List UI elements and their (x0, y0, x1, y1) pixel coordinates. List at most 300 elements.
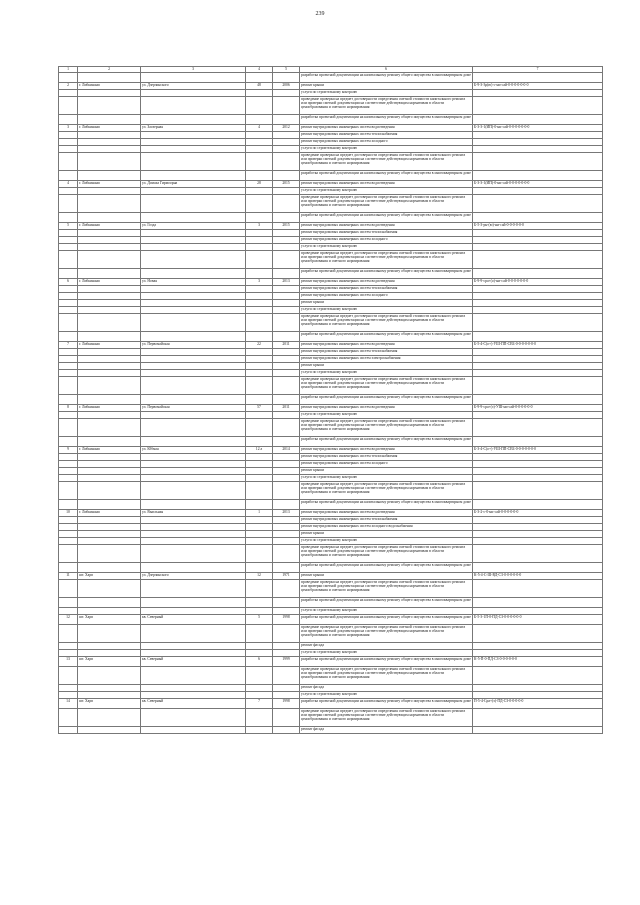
cell-num: 4 (246, 125, 273, 132)
cell-no (59, 90, 78, 97)
cell-street (141, 363, 246, 370)
cell-num (246, 188, 273, 195)
work-row (59, 643, 603, 650)
cell-num: 1 (246, 510, 273, 517)
cell-street (141, 412, 246, 419)
cell-street (141, 709, 246, 727)
work-row (59, 349, 603, 356)
cell-city: г. Либкинани (78, 279, 141, 286)
cell-city (78, 332, 141, 342)
cell-no (59, 461, 78, 468)
cell-city (78, 73, 141, 83)
cell-num: 6 (246, 657, 273, 667)
cell-no: 9 (59, 447, 78, 454)
cell-code (473, 293, 603, 300)
cell-no (59, 171, 78, 181)
cell-no: 2 (59, 83, 78, 90)
cell-year: 1971 (273, 573, 300, 580)
cell-street (141, 153, 246, 171)
cell-work-type: разработка проектной документации на капитальному ремонту общего имущества в многоквартирном доме (300, 332, 473, 342)
cell-code (473, 370, 603, 377)
cell-no (59, 437, 78, 447)
cell-work-type: ремонт внутридомовых инженерных систем теплоснабжения (300, 230, 473, 237)
cell-street: ул. Новая (141, 279, 246, 286)
cell-street (141, 625, 246, 643)
cell-no (59, 727, 78, 734)
cell-code (473, 454, 603, 461)
cell-work-type: проведение проверки на предмет достоверности определения сметной стоимости капитального ремонта или проверки сметной документации на соответствие действующим нормативам в области ценообразования и сметного нормирования (300, 625, 473, 643)
work-row (59, 709, 603, 727)
cell-no (59, 286, 78, 293)
cell-street: ул. Дзерзинского (141, 573, 246, 580)
page-number: 239 (315, 11, 325, 17)
cell-city (78, 563, 141, 573)
cell-year (273, 251, 300, 269)
cell-street: ул. Гоэда (141, 223, 246, 230)
cell-code (473, 580, 603, 598)
cell-code: Б-9-3-3р(ю)-с-ни-сай-0-0-0-0-0-0-0 (473, 83, 603, 90)
cell-code (473, 667, 603, 685)
cell-street (141, 500, 246, 510)
cell-work-type: ремонт внутридомовых инженерных систем электроснабжения (300, 356, 473, 363)
work-row (59, 363, 603, 370)
cell-num (246, 349, 273, 356)
cell-num (246, 314, 273, 332)
cell-city (78, 115, 141, 125)
cell-city (78, 709, 141, 727)
cell-no (59, 195, 78, 213)
cell-num (246, 90, 273, 97)
cell-num (246, 608, 273, 615)
cell-street (141, 171, 246, 181)
cell-work-type: разработка проектной документации на капитальному ремонту общего имущества в многоквартирном доме (300, 500, 473, 510)
cell-street (141, 132, 246, 139)
cell-code: Б-5-3-рн-(ю)-ни-сай-0-0-0-0-0-0 (473, 223, 603, 230)
cell-street (141, 286, 246, 293)
cell-city (78, 97, 141, 115)
cell-no (59, 213, 78, 223)
cell-num: 57 (246, 405, 273, 412)
cell-year (273, 437, 300, 447)
work-row (59, 395, 603, 405)
cell-num: 12 а (246, 447, 273, 454)
cell-work-type: ремонт внутридомовых инженерных систем теплоснабжения (300, 349, 473, 356)
cell-year: 2012 (273, 125, 300, 132)
cell-work-type: ремонт внутридомовых инженерных систем водоотведения (300, 510, 473, 517)
cell-no (59, 139, 78, 146)
cell-work-type: ремонт внутридомовых инженерных систем теплоснабжения (300, 517, 473, 524)
cell-year: 2011 (273, 405, 300, 412)
cell-year (273, 307, 300, 314)
work-row (59, 307, 603, 314)
house-row (59, 657, 603, 667)
work-row (59, 685, 603, 692)
cell-num: 48 (246, 83, 273, 90)
cell-year (273, 188, 300, 195)
cell-street (141, 300, 246, 307)
cell-num (246, 213, 273, 223)
cell-num (246, 293, 273, 300)
cell-num (246, 195, 273, 213)
cell-code: П-5-4-Сра+(э)-ПД-СЗ-0-0-0-0-0 (473, 699, 603, 709)
cell-year (273, 563, 300, 573)
work-row (59, 468, 603, 475)
cell-work-type: ремонт внутридомовых инженерных систем холодного (300, 237, 473, 244)
cell-no (59, 307, 78, 314)
cell-street (141, 419, 246, 437)
cell-code (473, 146, 603, 153)
work-row (59, 437, 603, 447)
cell-code (473, 468, 603, 475)
house-row (59, 83, 603, 90)
cell-no: 14 (59, 699, 78, 709)
cell-year: 2015 (273, 223, 300, 230)
cell-work-type: услуги по строительному контролю (300, 244, 473, 251)
cell-num (246, 237, 273, 244)
cell-year (273, 685, 300, 692)
cell-year (273, 643, 300, 650)
cell-code: К-5-4-С-Ш-ВД-СЗ-0-0-0-0-0-0 (473, 573, 603, 580)
cell-code (473, 685, 603, 692)
cell-work-type: разработка проектной документации на капитальному ремонту общего имущества в многоквартирном доме (300, 73, 473, 83)
cell-code (473, 171, 603, 181)
cell-code (473, 650, 603, 657)
header-cell: 1 (59, 67, 78, 73)
cell-work-type: проведение проверки на предмет достоверности определения сметной стоимости капитального ремонта или проверки сметной документации на соответствие действующим нормативам в области ценообразования и сметного нормирования (300, 667, 473, 685)
cell-street: ул. Первомайская (141, 342, 246, 349)
cell-no (59, 475, 78, 482)
cell-num (246, 545, 273, 563)
cell-code (473, 307, 603, 314)
cell-street (141, 115, 246, 125)
cell-city (78, 475, 141, 482)
cell-year (273, 625, 300, 643)
cell-city: г. Либкинани (78, 223, 141, 230)
work-row (59, 524, 603, 531)
cell-work-type: услуги по строительному контролю (300, 188, 473, 195)
cell-code: К-5-П-0-ПД-СЗ-0-0-0-0-0-0 (473, 657, 603, 667)
cell-code: Б-3-4-С(о+)-УШ-ПП-СЕБ-0-0-0-0-0-0-0 (473, 447, 603, 454)
cell-city (78, 727, 141, 734)
cell-work-type: разработка проектной документации на капитальному ремонту общего имущества в многоквартирном доме (300, 115, 473, 125)
cell-year (273, 419, 300, 437)
cell-code: Б-9-9-сра+(о)-ни-сай-0-0-0-0-0-0-0 (473, 279, 603, 286)
cell-code (473, 269, 603, 279)
cell-code: Б-5-3-1П-0-ПД-СЗ-0-0-0-0-0-0 (473, 615, 603, 625)
cell-year (273, 139, 300, 146)
cell-no: 12 (59, 615, 78, 625)
work-row (59, 73, 603, 83)
cell-code (473, 412, 603, 419)
cell-num (246, 563, 273, 573)
work-row (59, 563, 603, 573)
work-row (59, 608, 603, 615)
cell-no (59, 230, 78, 237)
cell-no (59, 377, 78, 395)
cell-num (246, 468, 273, 475)
cell-num (246, 482, 273, 500)
cell-code (473, 625, 603, 643)
cell-num (246, 475, 273, 482)
cell-street (141, 356, 246, 363)
cell-city (78, 419, 141, 437)
cell-year (273, 475, 300, 482)
cell-street (141, 538, 246, 545)
cell-street (141, 685, 246, 692)
house-row (59, 181, 603, 188)
cell-street (141, 146, 246, 153)
cell-street (141, 332, 246, 342)
work-row (59, 419, 603, 437)
cell-code (473, 598, 603, 608)
cell-work-type: разработка проектной документации на капитальному ремонту общего имущества в многоквартирном доме (300, 657, 473, 667)
cell-num (246, 230, 273, 237)
cell-street (141, 667, 246, 685)
work-row (59, 598, 603, 608)
cell-work-type: ремонт крыши (300, 468, 473, 475)
cell-city (78, 153, 141, 171)
work-row (59, 412, 603, 419)
cell-code (473, 563, 603, 573)
cell-no (59, 650, 78, 657)
cell-year (273, 363, 300, 370)
cell-code (473, 188, 603, 195)
work-row (59, 132, 603, 139)
cell-work-type: ремонт внутридомовых инженерных систем водоотведения (300, 279, 473, 286)
work-row (59, 377, 603, 395)
cell-code (473, 395, 603, 405)
cell-year (273, 608, 300, 615)
cell-no: 3 (59, 125, 78, 132)
cell-city: г. Либкинани (78, 125, 141, 132)
cell-num: 28 (246, 181, 273, 188)
cell-street: ул. Выпльная (141, 510, 246, 517)
cell-city (78, 377, 141, 395)
cell-no (59, 625, 78, 643)
cell-city (78, 307, 141, 314)
cell-work-type: ремонт внутридомовых инженерных систем холодного водоснабжения (300, 524, 473, 531)
cell-city (78, 531, 141, 538)
cell-work-type: ремонт внутридомовых инженерных систем водоотведения (300, 447, 473, 454)
cell-city (78, 251, 141, 269)
cell-street (141, 244, 246, 251)
cell-work-type: услуги по строительному контролю (300, 370, 473, 377)
cell-no (59, 314, 78, 332)
cell-num (246, 727, 273, 734)
work-row (59, 475, 603, 482)
cell-year (273, 412, 300, 419)
cell-city (78, 598, 141, 608)
cell-year (273, 314, 300, 332)
cell-year (273, 482, 300, 500)
cell-street (141, 188, 246, 195)
cell-year (273, 370, 300, 377)
cell-year (273, 244, 300, 251)
cell-city (78, 625, 141, 643)
cell-code (473, 709, 603, 727)
cell-work-type: ремонт внутридомовых инженерных систем водоотведения (300, 223, 473, 230)
cell-code (473, 524, 603, 531)
cell-num: 3 (246, 223, 273, 230)
cell-no (59, 643, 78, 650)
cell-city: шт. Харп (78, 699, 141, 709)
cell-num (246, 286, 273, 293)
work-row (59, 370, 603, 377)
cell-code (473, 356, 603, 363)
cell-street (141, 608, 246, 615)
cell-year (273, 349, 300, 356)
cell-code (473, 608, 603, 615)
cell-year (273, 395, 300, 405)
work-row (59, 580, 603, 598)
work-row (59, 90, 603, 97)
cell-num (246, 598, 273, 608)
cell-street (141, 251, 246, 269)
cell-street (141, 475, 246, 482)
cell-street (141, 524, 246, 531)
cell-street (141, 580, 246, 598)
cell-city: г. Либкинани (78, 447, 141, 454)
cell-city (78, 146, 141, 153)
cell-no (59, 115, 78, 125)
cell-street (141, 643, 246, 650)
cell-no: 11 (59, 573, 78, 580)
cell-year (273, 90, 300, 97)
cell-year: 2015 (273, 181, 300, 188)
work-row (59, 115, 603, 125)
cell-year (273, 524, 300, 531)
cell-city: шт. Харп (78, 615, 141, 625)
cell-street (141, 395, 246, 405)
cell-work-type: ремонт внутридомовых инженерных систем водоотведения (300, 181, 473, 188)
cell-num (246, 692, 273, 699)
work-row (59, 461, 603, 468)
cell-work-type: услуги по строительному контролю (300, 608, 473, 615)
cell-city (78, 293, 141, 300)
cell-no (59, 608, 78, 615)
cell-year (273, 356, 300, 363)
cell-city: г. Либкинани (78, 181, 141, 188)
cell-street (141, 307, 246, 314)
cell-num (246, 73, 273, 83)
cell-code (473, 482, 603, 500)
cell-no (59, 363, 78, 370)
cell-num (246, 332, 273, 342)
cell-city (78, 437, 141, 447)
cell-no (59, 538, 78, 545)
cell-city (78, 461, 141, 468)
cell-city (78, 608, 141, 615)
cell-no (59, 412, 78, 419)
cell-city (78, 685, 141, 692)
cell-street: ул. Домаха Гирмоорна (141, 181, 246, 188)
cell-code (473, 377, 603, 395)
cell-code (473, 251, 603, 269)
cell-no (59, 332, 78, 342)
work-row (59, 500, 603, 510)
cell-no (59, 517, 78, 524)
cell-no (59, 132, 78, 139)
cell-city (78, 667, 141, 685)
cell-street: ул. Юбмая (141, 447, 246, 454)
capital-repair-table (58, 66, 603, 734)
cell-no (59, 545, 78, 563)
cell-work-type: разработка проектной документации на капитальному ремонту общего имущества в многоквартирном доме (300, 395, 473, 405)
cell-city (78, 412, 141, 419)
cell-num (246, 146, 273, 153)
cell-street (141, 545, 246, 563)
cell-work-type: ремонт крыши (300, 531, 473, 538)
house-row (59, 699, 603, 709)
cell-city (78, 650, 141, 657)
cell-num (246, 419, 273, 437)
cell-work-type: ремонт внутридомовых инженерных систем теплоснабжения (300, 132, 473, 139)
work-row (59, 517, 603, 524)
cell-num (246, 454, 273, 461)
work-row (59, 314, 603, 332)
house-row (59, 615, 603, 625)
cell-city (78, 545, 141, 563)
cell-num (246, 269, 273, 279)
cell-code: Б-3-2-с-0-ни-сай-0-0-0-0-0-0 (473, 510, 603, 517)
cell-year (273, 300, 300, 307)
cell-street (141, 563, 246, 573)
cell-city (78, 538, 141, 545)
cell-city: г. Либкинани (78, 405, 141, 412)
cell-code: Б-5-4-С(о+)-УШ-ПП-СЕБ-0-0-0-0-0-0-0 (473, 342, 603, 349)
cell-street (141, 139, 246, 146)
cell-street: ул. Первомайская (141, 405, 246, 412)
cell-year (273, 213, 300, 223)
work-row (59, 293, 603, 300)
cell-num: 5 (246, 615, 273, 625)
cell-city (78, 314, 141, 332)
cell-city: г. Либкинани (78, 342, 141, 349)
cell-work-type: разработка проектной документации на капитальному ремонту общего имущества в многоквартирном доме (300, 598, 473, 608)
cell-no (59, 97, 78, 115)
cell-no: 10 (59, 510, 78, 517)
cell-work-type: разработка проектной документации на капитальному ремонту общего имущества в многоквартирном доме (300, 437, 473, 447)
cell-num (246, 395, 273, 405)
cell-street (141, 314, 246, 332)
cell-num (246, 517, 273, 524)
cell-work-type: ремонт внутридомовых инженерных систем водоотведения (300, 405, 473, 412)
cell-city (78, 643, 141, 650)
cell-code (473, 545, 603, 563)
cell-street (141, 377, 246, 395)
cell-street (141, 370, 246, 377)
cell-city (78, 482, 141, 500)
cell-year (273, 269, 300, 279)
cell-num (246, 300, 273, 307)
cell-work-type: ремонт крыши (300, 300, 473, 307)
cell-work-type: проведение проверки на предмет достоверности определения сметной стоимости капитального ремонта или проверки сметной документации на соответствие действующим нормативам в области ценообразования и сметного нормирования (300, 153, 473, 171)
cell-work-type: ремонт внутридомовых инженерных систем теплоснабжения (300, 454, 473, 461)
cell-street: ул. Дзерзинского (141, 83, 246, 90)
cell-code (473, 300, 603, 307)
cell-no: 6 (59, 279, 78, 286)
house-row (59, 125, 603, 132)
work-row (59, 139, 603, 146)
cell-code (473, 349, 603, 356)
cell-year (273, 286, 300, 293)
cell-no (59, 300, 78, 307)
cell-code (473, 139, 603, 146)
cell-num (246, 153, 273, 171)
cell-no (59, 237, 78, 244)
cell-work-type: ремонт крыши (300, 573, 473, 580)
cell-no (59, 692, 78, 699)
